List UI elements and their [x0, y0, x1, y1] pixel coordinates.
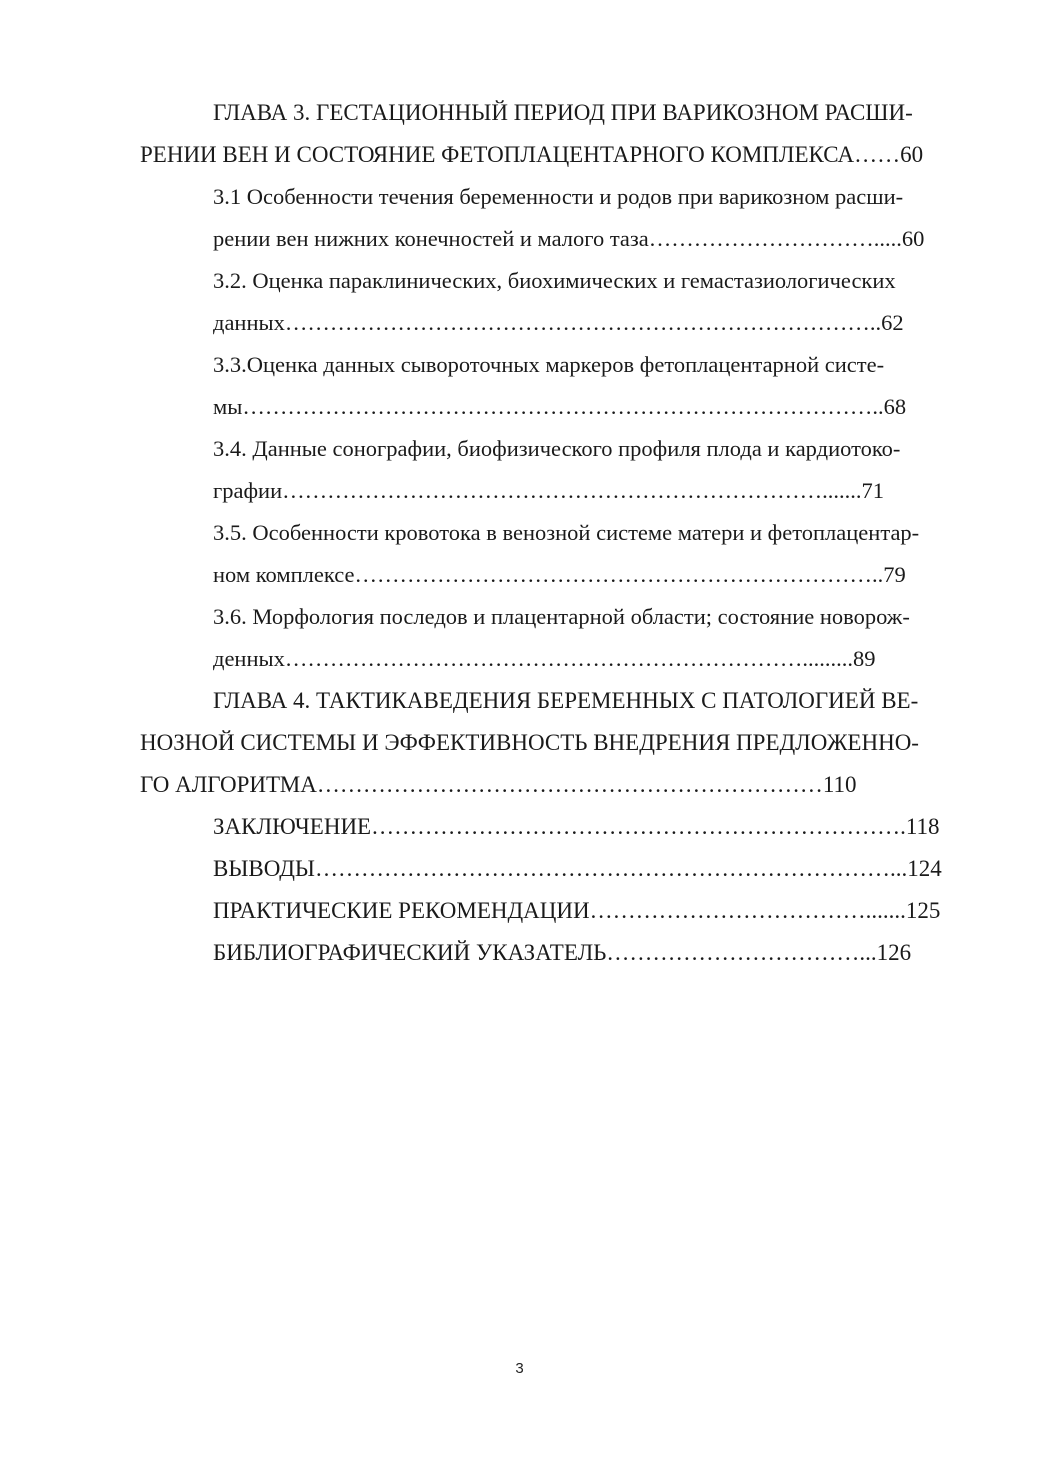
toc-recommendations: ПРАКТИЧЕСКИЕ РЕКОМЕНДАЦИИ……………………………….......125 [213, 898, 941, 923]
toc-section-3-3-line-2: мы…………………………………………………………………………..68 [213, 394, 907, 419]
toc-chapter-4-line-3: ГО АЛГОРИТМА…………………………………………………………110 [140, 772, 857, 797]
toc-section-3-2-line-1: 3.2. Оценка параклинических, биохимических и гемастазиологических [213, 268, 896, 293]
toc-section-3-4-line-1: 3.4. Данные сонографии, биофизического профиля плода и кардиотоко- [213, 436, 901, 461]
toc-findings: ВЫВОДЫ…………………………………………………………………...124 [213, 856, 942, 881]
toc-bibliography: БИБЛИОГРАФИЧЕСКИЙ УКАЗАТЕЛЬ……………………………...126 [213, 940, 912, 965]
toc-section-3-1-line-2: рении вен нижних конечностей и малого таза………………………….....60 [213, 226, 925, 251]
page-number: 3 [515, 1360, 524, 1377]
toc-chapter-4-line-1: ГЛАВА 4. ТАКТИКАВЕДЕНИЯ БЕРЕМЕННЫХ С ПАТОЛОГИЕЙ ВЕ- [213, 688, 919, 713]
toc-section-3-3-line-1: 3.3.Оценка данных сывороточных маркеров фетоплацентарной систе- [213, 352, 885, 377]
toc-section-3-2-line-2: данных……………………………………………………………………..62 [213, 310, 904, 335]
toc-section-3-5-line-2: ном комплексе……………………………………………………………..79 [213, 562, 906, 587]
toc-section-3-1-line-1: 3.1 Особенности течения беременности и родов при варикозном расши- [213, 184, 904, 209]
toc-section-3-6-line-2: денных…………………………………………………………….........89 [213, 646, 876, 671]
toc-chapter-4-line-2: НОЗНОЙ СИСТЕМЫ И ЭФФЕКТИВНОСТЬ ВНЕДРЕНИЯ ПРЕДЛОЖЕННО- [140, 730, 919, 755]
toc-section-3-6-line-1: 3.6. Морфология последов и плацентарной области; состояние новорож- [213, 604, 910, 629]
toc-conclusion: ЗАКЛЮЧЕНИЕ…………………………………………………………….118 [213, 814, 940, 839]
toc-section-3-5-line-1: 3.5. Особенности кровотока в венозной системе матери и фетоплацентар- [213, 520, 920, 545]
toc-chapter-3-line-2: РЕНИИ ВЕН И СОСТОЯНИЕ ФЕТОПЛАЦЕНТАРНОГО КОМПЛЕКСА……60 [140, 142, 924, 167]
table-of-contents [140, 92, 990, 974]
toc-chapter-3-line-1: ГЛАВА 3. ГЕСТАЦИОННЫЙ ПЕРИОД ПРИ ВАРИКОЗНОМ РАСШИ- [213, 100, 913, 125]
toc-section-3-4-line-2: графии……………………………………………………………….......71 [213, 478, 885, 503]
